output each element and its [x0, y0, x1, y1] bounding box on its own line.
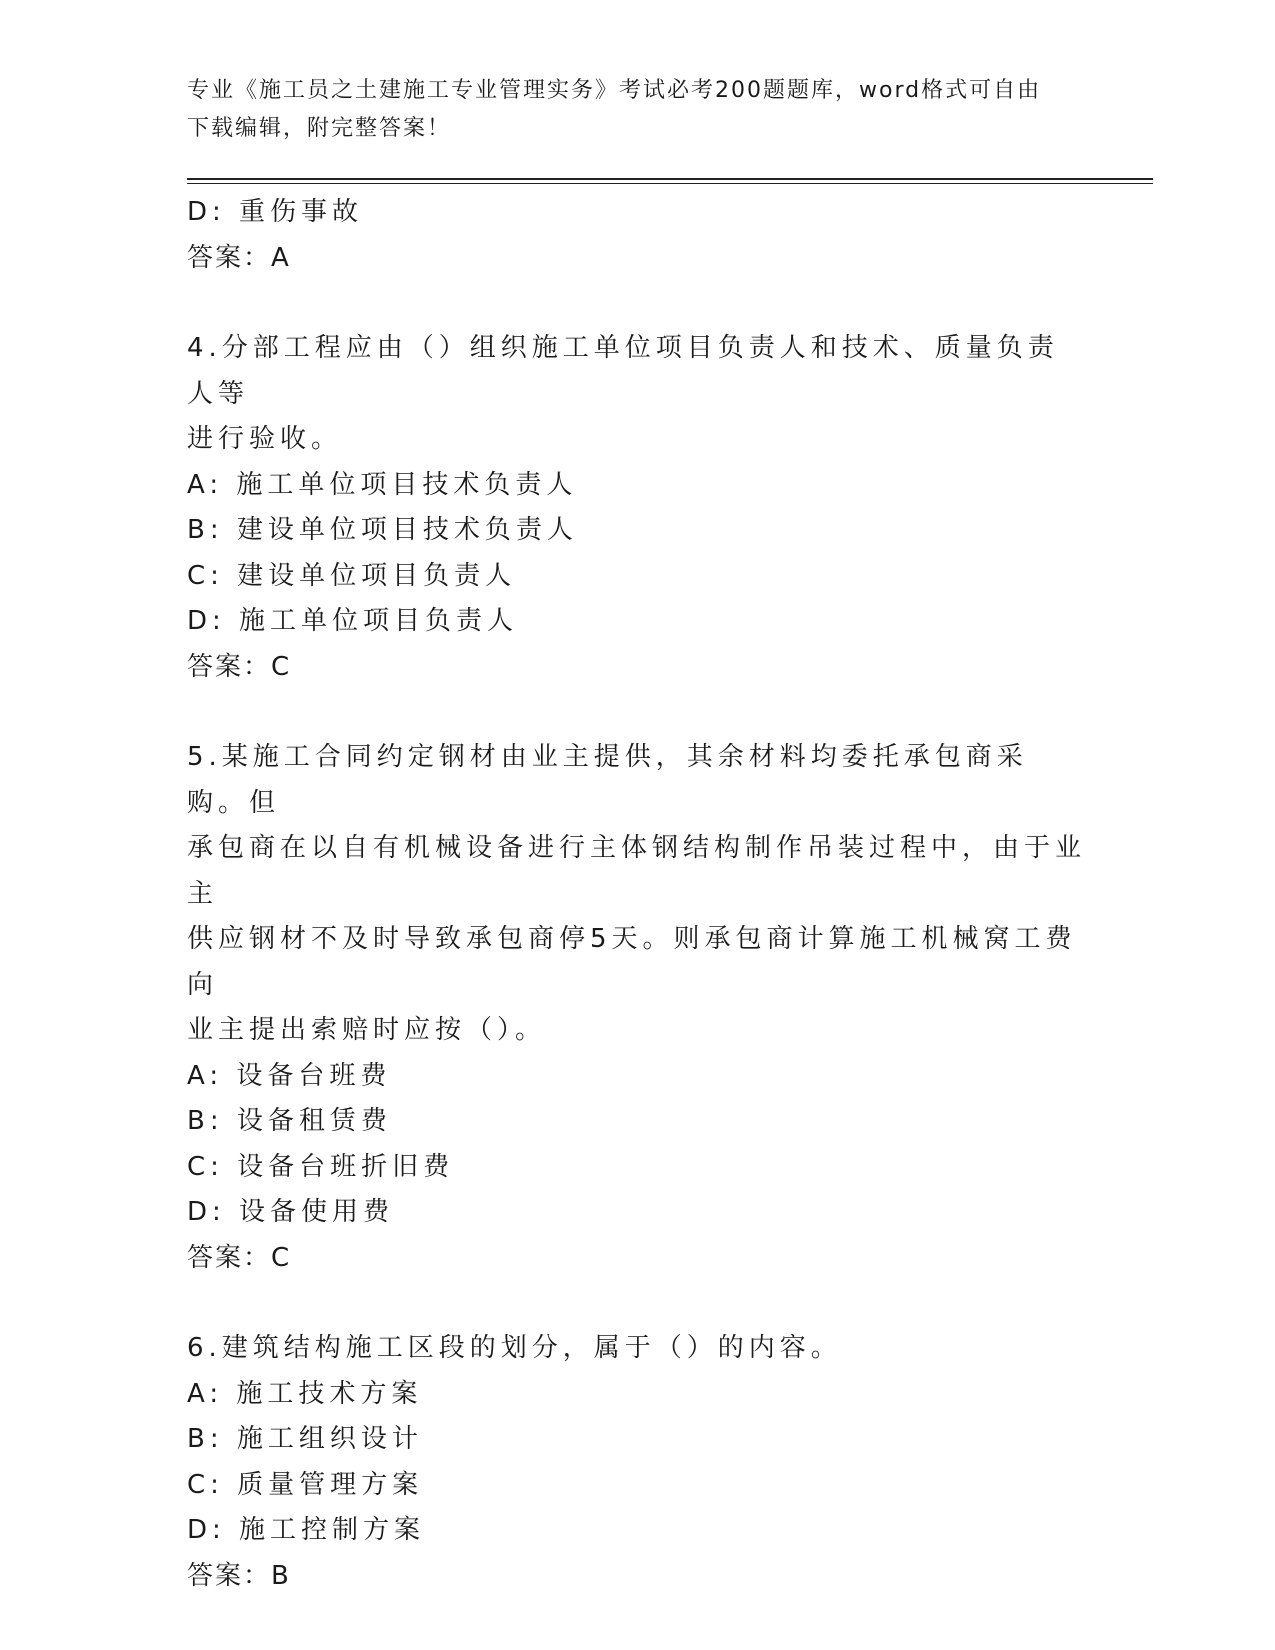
- question-6: [187, 1326, 1087, 1599]
- option-b: B: 施工组织设计: [187, 1424, 423, 1454]
- answer-line: 答案：C: [187, 1242, 292, 1273]
- question-text: 供应钢材不及时导致承包商停5天。则承包商计算施工机械窝工费向: [187, 924, 1077, 1000]
- question-text: 6.建筑结构施工区段的划分，属于（）的内容。: [187, 1333, 842, 1363]
- document-header: [187, 72, 1087, 148]
- question-text: 5.某施工合同约定钢材由业主提供，其余材料均委托承包商采购。但: [187, 742, 1028, 818]
- option-d: D: 设备使用费: [187, 1197, 395, 1227]
- option-d: D: 重伤事故: [187, 197, 364, 227]
- spacer: [187, 690, 1087, 735]
- option-b: B: 设备租赁费: [187, 1106, 392, 1136]
- question-text: 承包商在以自有机械设备进行主体钢结构制作吊装过程中，由于业主: [187, 833, 1087, 909]
- header-rule-thick: [187, 178, 1153, 180]
- option-b: B: 建设单位项目技术负责人: [187, 515, 578, 545]
- question-text: 业主提出索赔时应按（）。: [187, 1015, 547, 1045]
- option-a: A: 施工单位项目技术负责人: [187, 469, 578, 500]
- option-d: D: 施工单位项目负责人: [187, 606, 519, 636]
- spacer: [187, 281, 1087, 326]
- question-4: [187, 326, 1087, 690]
- previous-question-tail: [187, 190, 1087, 281]
- option-c: C: 设备台班折旧费: [187, 1151, 455, 1182]
- option-a: A: 施工技术方案: [187, 1378, 423, 1409]
- spacer: [187, 1281, 1087, 1326]
- answer-line: 答案：B: [187, 1560, 291, 1591]
- option-c: C: 建设单位项目负责人: [187, 560, 517, 591]
- option-c: C: 质量管理方案: [187, 1469, 424, 1500]
- question-text: 4.分部工程应由（）组织施工单位项目负责人和技术、质量负责人等: [187, 333, 1059, 409]
- question-text: 进行验收。: [187, 424, 343, 454]
- answer-line: 答案：A: [187, 242, 291, 273]
- header-line-1: 专业《施工员之土建施工专业管理实务》考试必考200题题库，word格式可自由: [187, 78, 1042, 103]
- option-a: A: 设备台班费: [187, 1060, 392, 1091]
- document-body: [187, 190, 1087, 1599]
- option-d: D: 施工控制方案: [187, 1515, 426, 1545]
- header-rule-thin: [187, 183, 1153, 184]
- question-5: [187, 735, 1087, 1281]
- header-line-2: 下载编辑，附完整答案！: [187, 116, 452, 141]
- answer-line: 答案：C: [187, 651, 292, 682]
